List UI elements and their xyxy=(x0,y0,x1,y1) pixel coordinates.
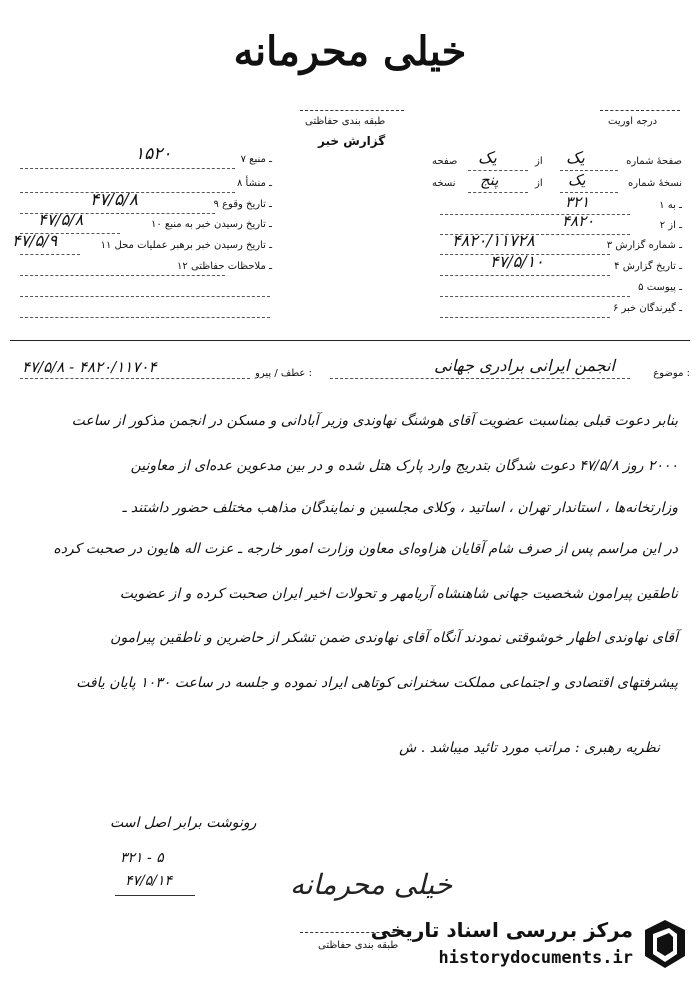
body-line: ۲۰۰۰ روز ۴۷/۵/۸ دعوت شدگان بتدریج وارد پارک هتل شده و در بین مدعوین عده‌ای از معاونین xyxy=(130,458,678,474)
body-line: وزارتخانه‌ها ، استاندار تهران ، اساتید ، وکلای مجلسین و نمایندگان مذاهب مختلف حضور داشتند ـ xyxy=(122,500,678,516)
page-number-suffix: صفحه xyxy=(432,156,458,167)
event-date-value: ۴۷/۵/۸ xyxy=(90,190,138,210)
body-line: آقای نهاوندی اظهار خوشوقتی نمودند آنگاه آقای نهاوندی ضمن تشکر از حاضرین و ناطقین پیرامون xyxy=(110,630,678,646)
archive-watermark xyxy=(370,912,695,976)
copy-number-label: نسخهٔ شماره xyxy=(628,178,682,189)
recipients-label: ۶ ـ گیرندگان خبر xyxy=(612,303,682,314)
report-number-value: ۴۸۲۰/۱۱۷۲۸ xyxy=(452,231,535,250)
priority-underline xyxy=(600,110,680,111)
copy-number-suffix: نسخه xyxy=(432,178,456,189)
reference-value: ۴۷/۵/۸ - ۴۸۲۰/۱۱۷۰۴ xyxy=(22,358,157,376)
source-label: ۷ ـ منبع xyxy=(240,154,272,165)
body-line: پیشرفتهای اقتصادی و اجتماعی مملکت سخنرانی کوتاهی ایراد نموده و جلسه در ساعت ۱۰۳۰ پایان یافت xyxy=(76,675,678,691)
subject-label: موضوع : xyxy=(653,368,690,379)
security-notes-label: ۱۲ ـ ملاحظات حفاظتی xyxy=(177,261,272,272)
report-heading: گزارش خبر xyxy=(318,134,386,148)
body-line: در این مراسم پس از صرف شام آقایان هزاوه‌ای معاون وزارت امور خارجه ـ عزت اله هایون در صحبت کرده xyxy=(53,541,678,557)
source-value: ۱۵۲۰ xyxy=(135,144,172,164)
body-line: بنابر دعوت قبلی بمناسبت عضویت آقای هوشنگ نهاوندی وزیر آبادانی و مسکن در انجمن مذکور از ساعت xyxy=(71,413,678,429)
to-value: ۳۲۱ xyxy=(565,193,590,211)
certified-copy-note: رونوشت برابر اصل است xyxy=(110,815,257,831)
report-number-label: ۳ ـ شماره گزارش xyxy=(606,240,682,251)
source-received-date-label: ۱۰ ـ تاریخ رسیدن خبر به منبع xyxy=(150,219,272,230)
body-line: ناطقین پیرامون شخصیت جهانی شاهنشاه آریامهر و تحولات اخیر ایران صحبت کرده و از عضویت xyxy=(119,586,678,602)
report-date-label: ۴ ـ تاریخ گزارش xyxy=(614,261,682,272)
event-date-label: ۹ ـ تاریخ وقوع xyxy=(213,199,272,210)
origin-label: ۸ ـ منشأ xyxy=(236,178,272,189)
copy-number-value: یک xyxy=(568,171,586,189)
document-title: خیلی محرمانه xyxy=(233,28,467,75)
from-value: ۴۸۲۰ xyxy=(562,212,595,230)
page-number-label: صفحهٔ شماره xyxy=(626,156,682,167)
copy-total-value: پنج xyxy=(480,171,499,189)
certified-copy-date: ۴۷/۵/۱۴ xyxy=(125,873,173,889)
watermark-name: مرکز بررسی اسناد تاریخی xyxy=(370,918,633,942)
priority-label: درجه اوریت xyxy=(608,116,658,127)
report-date-value: ۴۷/۵/۱۰ xyxy=(490,252,544,271)
watermark-site: historydocuments.ir xyxy=(438,948,633,968)
subject-value: انجمن ایرانی برادری جهانی xyxy=(434,356,615,375)
to-label: ۱ ـ به xyxy=(659,200,682,211)
classification-label-bottom: طبقه بندی حفاظتی xyxy=(318,940,399,951)
body-line: نظریه رهبری : مراتب مورد تائید میباشد . ش xyxy=(399,740,660,756)
archive-logo-icon xyxy=(639,916,691,972)
copy-number-between: از xyxy=(535,178,543,189)
certified-copy-number: ۳۲۱ - ۵ xyxy=(120,850,164,866)
source-received-date-value: ۴۷/۵/۸ xyxy=(38,210,84,229)
page-number-value: یک xyxy=(566,148,585,167)
copy-date-underline xyxy=(115,895,195,896)
classification-label-top: طبقه بندی حفاظتی xyxy=(305,116,386,127)
attachment-label: ۵ ـ پیوست xyxy=(638,282,682,293)
page-number-between: از xyxy=(535,156,543,167)
operations-received-date-label: ۱۱ ـ تاریخ رسیدن خبر برهبر عملیات محل xyxy=(100,240,272,251)
from-label: ۲ ـ از xyxy=(659,220,682,231)
operations-received-date-value: ۴۷/۵/۹ xyxy=(12,231,58,250)
reference-label: عطف / پیرو : xyxy=(255,368,312,379)
page-total-value: یک xyxy=(478,148,497,167)
secret-stamp: خیلی محرمانه xyxy=(290,868,453,901)
header-separator xyxy=(10,340,690,341)
title-underline xyxy=(300,110,404,111)
